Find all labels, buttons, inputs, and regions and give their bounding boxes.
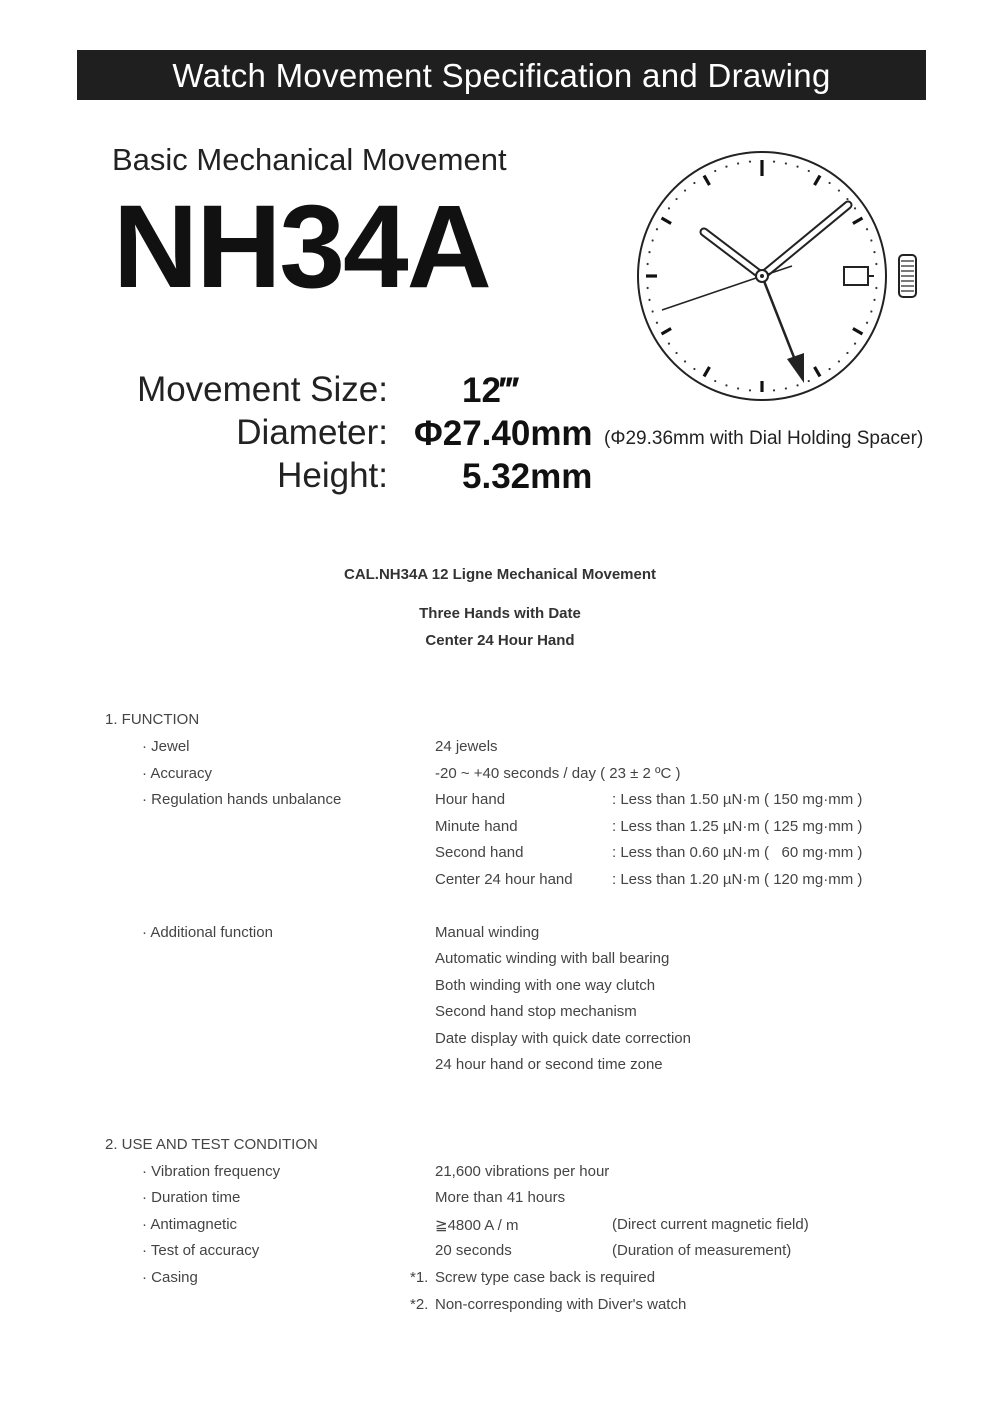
use-heading: 2. USE AND TEST CONDITION [105, 1136, 318, 1153]
vibration-value: 21,600 vibrations per hour [435, 1163, 610, 1180]
minute-marker [796, 166, 798, 168]
minute-marker [714, 380, 716, 382]
minute-marker [854, 207, 856, 209]
crown-grip [901, 261, 914, 291]
casing-note: Screw type case back is required [435, 1269, 656, 1286]
movement-size-label: Movement Size: [137, 370, 388, 409]
minute-marker [675, 198, 677, 200]
model-number: NH34A [113, 181, 490, 313]
minute-marker [749, 161, 751, 163]
antimagnetic-label: · Antimagnetic [142, 1216, 238, 1233]
minute-marker [656, 228, 658, 230]
movement-size-value: 12‴ [462, 371, 518, 410]
minute-marker [647, 287, 649, 289]
doc-subtitle-1: Three Hands with Date [419, 605, 581, 622]
regulation-hand: Center 24 hour hand [435, 871, 573, 888]
jewel-label: · Jewel [142, 738, 190, 755]
minute-marker [873, 251, 875, 253]
height-label: Height: [277, 456, 388, 495]
minute-marker [796, 384, 798, 386]
additional-function-item: Manual winding [435, 924, 540, 941]
minute-marker [866, 322, 868, 324]
minute-marker [875, 263, 877, 265]
antimagnetic-note: (Direct current magnetic field) [612, 1216, 809, 1233]
minute-marker [773, 161, 775, 163]
minute-marker [737, 387, 739, 389]
regulation-label: · Regulation hands unbalance [142, 791, 342, 808]
test-accuracy-note: (Duration of measurement) [612, 1242, 792, 1259]
doc-subtitle-2: Center 24 Hour Hand [425, 632, 575, 649]
regulation-value: : Less than 0.60 µN·m ( 60 mg·mm ) [612, 844, 863, 861]
accuracy-value: -20 ~ +40 seconds / day ( 23 ± 2 ºC ) [435, 765, 681, 782]
minute-marker [737, 162, 739, 164]
minute-marker [838, 189, 840, 191]
minute-marker [808, 380, 810, 382]
minute-marker [870, 239, 872, 241]
header-banner: Watch Movement Specification and Drawing [77, 50, 926, 100]
diameter-note: (Φ29.36mm with Dial Holding Spacer) [604, 428, 924, 449]
test-accuracy-value: 20 seconds [435, 1242, 512, 1259]
date-window [844, 267, 868, 285]
minute-marker [846, 352, 848, 354]
minute-marker [652, 310, 654, 312]
minute-marker [725, 166, 727, 168]
minute-marker [828, 368, 830, 370]
additional-function-item: 24 hour hand or second time zone [435, 1056, 663, 1073]
minute-marker [808, 170, 810, 172]
casing-note-mark: *1. [410, 1269, 429, 1286]
casing-note: Non-corresponding with Diver's watch [435, 1296, 687, 1313]
minute-marker [785, 162, 787, 164]
minute-marker [725, 384, 727, 386]
duration-value: More than 41 hours [435, 1189, 566, 1206]
minute-marker [675, 352, 677, 354]
minute-marker [648, 251, 650, 253]
minute-marker [846, 198, 848, 200]
minute-marker [684, 189, 686, 191]
accuracy-label: · Accuracy [142, 765, 213, 782]
regulation-value: : Less than 1.50 µN·m ( 150 mg·mm ) [612, 791, 863, 808]
additional-function-item: Date display with quick date correction [435, 1030, 691, 1047]
minute-marker [828, 182, 830, 184]
test-accuracy-label: · Test of accuracy [142, 1242, 260, 1259]
movement-dial-drawing [632, 150, 932, 410]
jewel-value: 24 jewels [435, 738, 498, 755]
regulation-hand: Second hand [435, 844, 524, 861]
minute-marker [870, 310, 872, 312]
regulation-hand: Minute hand [435, 818, 518, 835]
minute-marker [668, 207, 670, 209]
regulation-value: : Less than 1.25 µN·m ( 125 mg·mm ) [612, 818, 863, 835]
minute-marker [693, 368, 695, 370]
minute-marker [648, 299, 650, 301]
minute-marker [785, 387, 787, 389]
minute-marker [875, 287, 877, 289]
minute-marker [684, 360, 686, 362]
diameter-value: Φ27.40mm [414, 414, 593, 453]
antimagnetic-value: ≧4800 A / m [435, 1217, 519, 1234]
additional-function-item: Second hand stop mechanism [435, 1003, 637, 1020]
minute-marker [854, 342, 856, 344]
minute-marker [749, 389, 751, 391]
additional-function-label: · Additional function [142, 924, 273, 941]
diameter-label: Diameter: [236, 413, 388, 452]
minute-marker [647, 263, 649, 265]
minute-marker [838, 360, 840, 362]
doc-title: CAL.NH34A 12 Ligne Mechanical Movement [343, 566, 657, 583]
casing-note-mark: *2. [410, 1296, 429, 1313]
additional-function-item: Automatic winding with ball bearing [435, 950, 670, 967]
duration-label: · Duration time [142, 1189, 241, 1206]
movement-type: Basic Mechanical Movement [112, 142, 507, 177]
height-value: 5.32mm [462, 457, 593, 496]
minute-marker [873, 299, 875, 301]
minute-marker [668, 342, 670, 344]
minute-marker [656, 322, 658, 324]
regulation-hand: Hour hand [435, 791, 506, 808]
minute-marker [652, 239, 654, 241]
casing-label: · Casing [142, 1269, 198, 1286]
function-heading: 1. FUNCTION [105, 711, 200, 728]
minute-marker [866, 228, 868, 230]
minute-marker [714, 170, 716, 172]
regulation-value: : Less than 1.20 µN·m ( 120 mg·mm ) [612, 871, 863, 888]
vibration-label: · Vibration frequency [142, 1163, 281, 1180]
minute-marker [773, 389, 775, 391]
additional-function-item: Both winding with one way clutch [435, 977, 656, 994]
minute-marker [693, 182, 695, 184]
